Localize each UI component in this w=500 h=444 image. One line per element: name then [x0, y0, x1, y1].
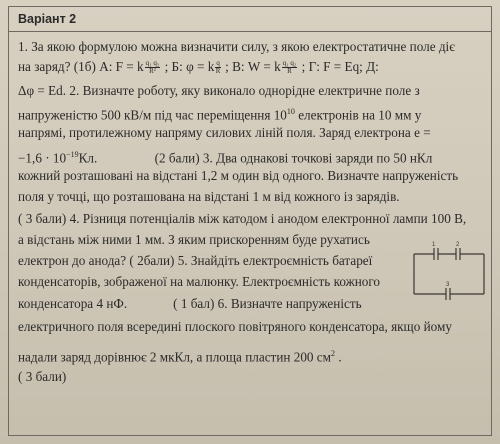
q2-line-2: напруженістю 500 кВ/м під час переміщення $10^{10}$ електронів на 10 мм у	[18, 107, 422, 123]
capacitor-circuit-diagram	[410, 240, 490, 306]
q3-line-3: поля у точці, що розташована на відстані 1 м від кожного із зарядів.	[18, 189, 400, 204]
capacitor-label-2: 2	[456, 242, 460, 248]
q2-line-3: напрямі, протилежному напряму силових ліній поля. Заряд електрона e =	[18, 125, 431, 140]
capacitor-label-3: 3	[446, 282, 450, 288]
q3q4-line: ( 3 бали) 4. Різниця потенціалів між катодом і анодом електронної лампи 100 В,	[18, 211, 467, 226]
formula-b-fraction: $\frac{q}{R}$	[215, 59, 221, 76]
q3-line-2: кожний розташовані на відстані 1,2 м один від одного. Визначте напруженість	[18, 168, 459, 183]
variant-header: Варіант 2	[8, 6, 492, 32]
q6-points: ( 3 бали)	[18, 369, 67, 384]
formula-v-fraction: $\frac{\text{q₁ q₂}}{R}$	[282, 59, 297, 76]
q1-line-2: на заряд? (1б) А: F = k $\frac{\text{q₁ q₂}}{\text{R²}}$ ; Б: φ = k $\frac{q}{R}$ ; В: W = k $\frac{\text{q₁ q₂}}{R}$ ; Г: F = Eq; Д:	[18, 59, 379, 76]
formula-a-fraction: $\frac{\text{q₁ q₂}}{\text{R²}}$	[145, 59, 160, 76]
q5q6-line: конденсатора 4 нФ. ( 1 бал) 6. Визначте напруженість	[18, 296, 362, 311]
q6-line-3: надали заряд дорівнює 2 мкКл, а площа пластин 200 $см^2$ .	[18, 349, 342, 365]
q4-line-2: а відстань між ними 1 мм. З яким прискоренням буде рухатись	[18, 232, 370, 247]
q4q5-line: електрон до анода? ( 2бали) 5. Знайдіть електроємність батареї	[18, 253, 373, 268]
q1q2-line: Δφ = Ed. 2. Визначте роботу, яку виконало однорідне електричне поле з	[18, 83, 420, 98]
q2q3-line: $-1,6 \cdot 10^{-19}Кл$. (2 бали) 3. Два однакові точкові заряди по 50 нКл	[18, 150, 433, 166]
capacitor-label-1: 1	[432, 242, 436, 248]
q6-line-2: електричного поля всередині плоского повітряного конденсатора, якщо йому	[18, 319, 452, 334]
q5-line-2: конденсаторів, зображеної на малюнку. Електроємність кожного	[18, 274, 381, 289]
q1-line-1: 1. За якою формулою можна визначити силу, з якою електростатичне поле діє	[18, 39, 455, 54]
